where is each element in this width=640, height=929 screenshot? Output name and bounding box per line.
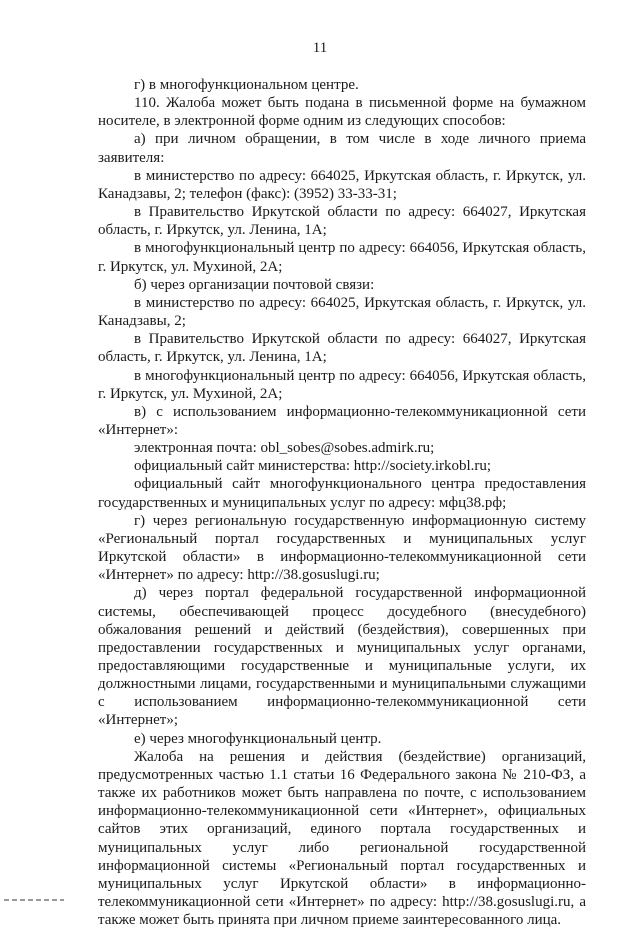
paragraph: в Правительство Иркутской области по адресу: 664027, Иркутская область, г. Иркутск, ул. Ленина, 1А; <box>98 204 586 239</box>
document-body <box>98 76 586 929</box>
paragraph: официальный сайт министерства: http://society.irkobl.ru; <box>134 458 492 475</box>
paragraph: 110. Жалоба может быть подана в письменной форме на бумажном носителе, в электронной форме одним из следующих способов: <box>98 95 586 130</box>
paragraph: в) с использованием информационно-телекоммуникационной сети «Интернет»: <box>98 403 586 438</box>
paragraph: в министерство по адресу: 664025, Иркутская область, г. Иркутск, ул. Канадзавы, 2; <box>98 294 586 330</box>
paragraph: б) через организации почтовой связи: <box>134 276 375 293</box>
paragraph: г) в многофункциональном центре. <box>134 77 359 93</box>
paragraph: в министерство по адресу: 664025, Иркутская область, г. Иркутск, ул. Канадзавы, 2; телефон (факс): (3952) 33-33-31; <box>98 167 586 202</box>
paragraph: в многофункциональный центр по адресу: 664056, Иркутская область, г. Иркутск, ул. Мухиной, 2А; <box>98 367 586 402</box>
paragraph: в Правительство Иркутской области по адресу: 664027, Иркутская область, г. Иркутск, ул. Ленина, 1А; <box>98 331 586 366</box>
paragraph: электронная почта: obl_sobes@sobes.admirk.ru; <box>134 440 435 457</box>
page-number: 11 <box>312 40 328 56</box>
paragraph: Жалоба на решения и действия (бездействие) организаций, предусмотренных частью 1.1 статьи 16 Федерального закона № 210-ФЗ, а также их работников может быть направлена по почте, с использованием информационно-телекоммуникационной сети «Интернет», официальных сайтов этих организаций, единого портала государственных и муниципальных услуг либо региональной государственной информационной системы «Региональный портал государственных и муниципальных услуг Иркутской области» в информационно-телекоммуникационной сети «Интернет» по адресу: http://38.gosuslugi.ru, а также может быть принята при личном приеме заинтересованного лица. <box>98 748 586 929</box>
paragraph: а) при личном обращении, в том числе в ходе личного приема заявителя: <box>98 131 586 166</box>
paragraph: е) через многофункциональный центр. <box>134 730 382 747</box>
paragraph: г) через региональную государственную информационную систему «Региональный портал государственных и муниципальных услуг Иркутской области» в информационно-телекоммуникационной сети «Интернет» по адресу: http://38.gosuslugi.ru; <box>98 512 586 584</box>
paragraph: в многофункциональный центр по адресу: 664056, Иркутская область, г. Иркутск, ул. Мухиной, 2А; <box>98 240 586 275</box>
scan-footer-mark <box>4 899 64 901</box>
paragraph: официальный сайт многофункционального центра предоставления государственных и муниципальных услуг по адресу: мфц38.рф; <box>98 476 586 511</box>
paragraph: д) через портал федеральной государственной информационной системы, обеспечивающей процесс досудебного (внесудебного) обжалования решений и действий (бездействия), совершенных при предоставлении государственных и муниципальных услуг органами, предоставляющими государственные и муниципальные услуги, их должностными лицами, государственными и муниципальными служащими с использованием информационно-телекоммуникационной сети «Интернет»; <box>98 585 586 729</box>
